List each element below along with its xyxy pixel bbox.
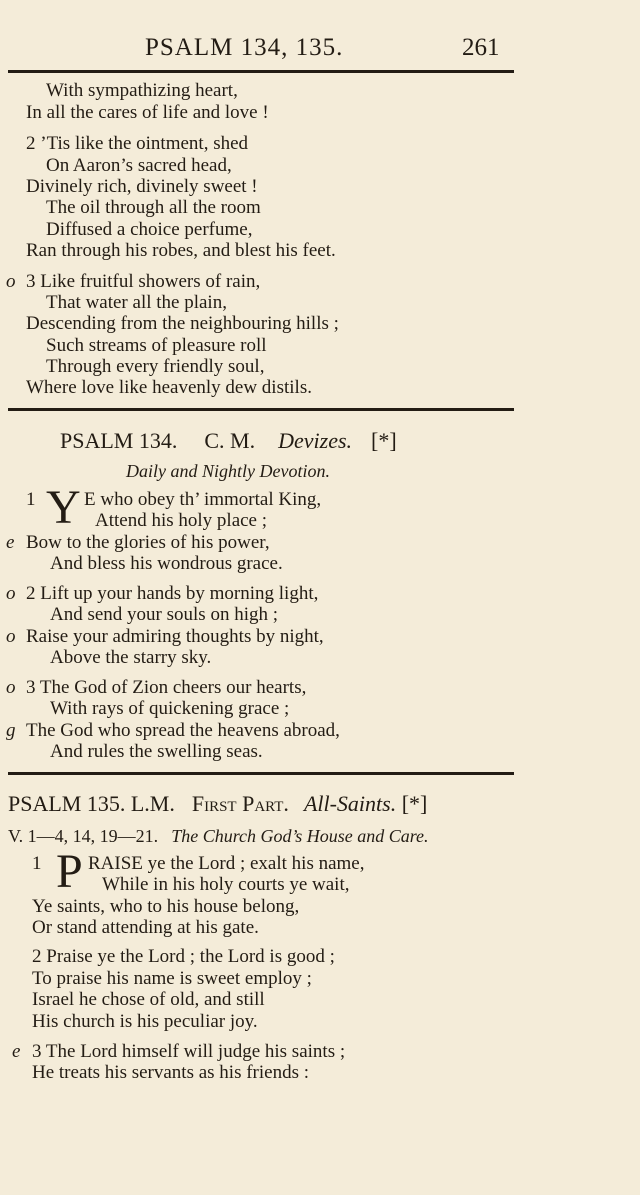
drop-cap: Y [46, 481, 81, 534]
verse-line: And send your souls on high ; [50, 604, 278, 625]
verse-line: While in his holy courts ye wait, [102, 874, 350, 895]
verse-line: 3 The Lord himself will judge his saints ; [32, 1041, 346, 1062]
page-number: 261 [462, 34, 500, 61]
verse-line: E who obey th’ immortal King, [84, 489, 322, 510]
dynamic-mark: e [12, 1041, 21, 1062]
dynamic-mark: g [6, 720, 16, 741]
verse-line: On Aaron’s sacred head, [46, 155, 232, 176]
dynamic-mark: o [6, 271, 16, 292]
psalm-134-title [60, 428, 397, 454]
verse-line: Israel he chose of old, and still [32, 989, 265, 1010]
verse-line: 2 Praise ye the Lord ; the Lord is good ; [32, 946, 335, 967]
header-rule [8, 70, 514, 73]
dynamic-mark: o [6, 677, 16, 698]
verse-line: 2 Lift up your hands by morning light, [26, 583, 319, 604]
verse-line: His church is his peculiar joy. [32, 1011, 258, 1032]
psalm-135-title [8, 791, 427, 817]
verse-line: That water all the plain, [46, 292, 227, 313]
verse-line: The oil through all the room [46, 197, 261, 218]
psalm-134-subtitle: Daily and Nightly Devotion. [126, 461, 330, 481]
verse-line: In all the cares of life and love ! [26, 102, 269, 123]
verse-line: With rays of quickening grace ; [50, 698, 290, 719]
dynamic-mark: o [6, 626, 16, 647]
psalm-135-meter: L.M. [130, 791, 175, 816]
psalm-135-asterisk: [*] [401, 791, 428, 816]
verse-line: Attend his holy place ; [95, 510, 268, 531]
verse-line: Ye saints, who to his house belong, [32, 896, 300, 917]
verse-line: And rules the swelling seas. [50, 741, 263, 762]
psalm-134-tune: Devizes. [278, 428, 353, 453]
verse-line: Such streams of pleasure roll [46, 335, 267, 356]
section-rule [8, 772, 514, 775]
psalm-134-number: PSALM 134. [60, 428, 178, 453]
verse-line: Or stand attending at his gate. [32, 917, 259, 938]
verse-number: 1 [32, 853, 42, 874]
verse-line: Descending from the neighbouring hills ; [26, 313, 339, 334]
verse-line: With sympathizing heart, [46, 80, 238, 101]
verse-line: 2 ’Tis like the ointment, shed [26, 133, 249, 154]
verse-line: Raise your admiring thoughts by night, [26, 626, 324, 647]
verse-line: He treats his servants as his friends : [32, 1062, 310, 1083]
psalm-135-tune: All-Saints. [303, 791, 397, 816]
verse-line: The God who spread the heavens abroad, [26, 720, 340, 741]
verse-line: Above the starry sky. [50, 647, 212, 668]
psalm-134-asterisk: [*] [371, 428, 397, 453]
verse-line: Diffused a choice perfume, [46, 219, 253, 240]
verse-line: To praise his name is sweet employ ; [32, 968, 312, 989]
verse-line: 3 The God of Zion cheers our hearts, [26, 677, 307, 698]
drop-cap: P [56, 845, 83, 898]
verse-line: Where love like heavenly dew distils. [26, 377, 312, 398]
verse-line: RAISE ye the Lord ; exalt his name, [88, 853, 365, 874]
psalm-135-subtitle: The Church God’s House and Care. [171, 826, 429, 846]
psalm-135-number: PSALM 135. [8, 791, 126, 816]
verse-line: Ran through his robes, and blest his feet. [26, 240, 336, 261]
psalm-134-meter: C. M. [204, 428, 256, 453]
psalm-135-part: First Part. [191, 791, 289, 816]
verse-line: Divinely rich, divinely sweet ! [26, 176, 258, 197]
dynamic-mark: e [6, 532, 15, 553]
verse-number: 1 [26, 489, 36, 510]
verse-line: Bow to the glories of his power, [26, 532, 270, 553]
psalm-135-reference [8, 826, 429, 847]
psalm-135-verses: V. 1—4, 14, 19—21. [8, 826, 159, 846]
running-header-title: PSALM 134, 135. [145, 34, 344, 61]
verse-line: Through every friendly soul, [46, 356, 265, 377]
verse-line: 3 Like fruitful showers of rain, [26, 271, 261, 292]
verse-line: And bless his wondrous grace. [50, 553, 283, 574]
dynamic-mark: o [6, 583, 16, 604]
section-rule [8, 408, 514, 411]
